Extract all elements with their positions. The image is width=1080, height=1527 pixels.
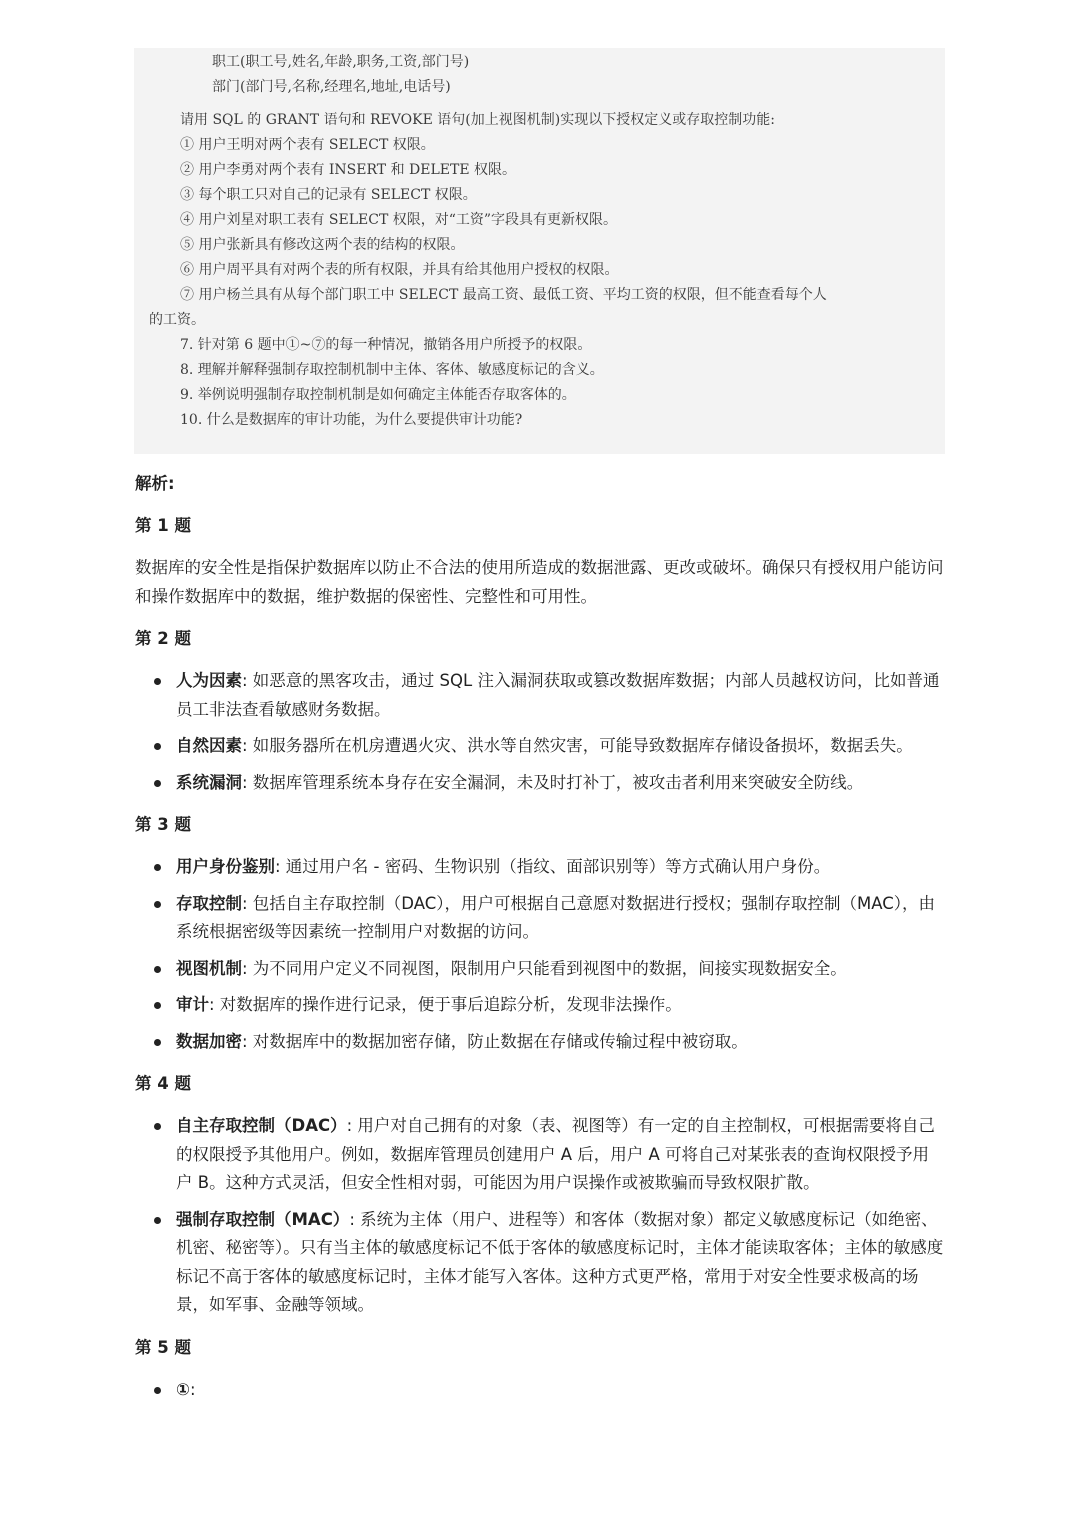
bullet-icon: [154, 1217, 161, 1224]
bullet-icon: [154, 966, 161, 973]
q5-heading: 第 5 题: [135, 1337, 191, 1357]
scan-line: 职工(职工号,姓名,年龄,职务,工资,部门号): [212, 54, 470, 70]
item-text: : 如服务器所在机房遭遇火灾、洪水等自然灾害，可能导致数据库存储设备损坏，数据丢失。: [242, 736, 913, 755]
item-term: 强制存取控制（MAC）: [176, 1209, 350, 1229]
list-item: [135, 1376, 945, 1405]
bullet-icon: [154, 1123, 161, 1130]
q1-heading: 第 1 题: [135, 516, 191, 535]
item-term: 审计: [176, 995, 209, 1014]
item-text: : 通过用户名 - 密码、生物识别（指纹、面部识别等）等方式确认用户身份。: [275, 857, 831, 876]
item-text: : 用户对自己拥有的对象（表、视图等）有一定的自主控制权，可根据需要将自己的权限授予其他用户。例如，数据库管理员创建用户 A 后，用户 A 可将自己对某张表的查询权限授予用户 B。这种方式灵活，但安全性相对弱，可能因为用户误操作或被欺骗而导致权限扩散。: [176, 1116, 935, 1192]
bullet-icon: [154, 901, 161, 908]
analysis-title: 解析:: [135, 474, 175, 493]
q5-list: [135, 1376, 945, 1405]
scan-line: ② 用户李勇对两个表有 INSERT 和 DELETE 权限。: [180, 162, 516, 178]
item-text: : 系统为主体（用户、进程等）和客体（数据对象）都定义敏感度标记（如绝密、机密、秘密等）。只有当主体的敏感度标记不低于客体的敏感度标记时，主体才能读取客体；主体的敏感度标记不高于客体的敏感度标记时，主体才能写入客体。这种方式更严格，常用于对安全性要求极高的场景，如军事、金融等领域。: [176, 1209, 944, 1314]
scan-line: 部门(部门号,名称,经理名,地址,电话号): [212, 79, 451, 95]
scan-line: ④ 用户刘星对职工表有 SELECT 权限，对“工资”字段具有更新权限。: [180, 212, 618, 228]
scan-line: 的工资。: [149, 312, 205, 328]
bullet-icon: [154, 1002, 161, 1009]
bullet-icon: [154, 780, 161, 787]
q1-text: 数据库的安全性是指保护数据库以防止不合法的使用所造成的数据泄露、更改或破坏。确保只有授权用户能访问和操作数据库中的数据，维护数据的保密性、完整性和可用性。: [135, 558, 944, 606]
item-text: : 对数据库中的数据加密存储，防止数据在存储或传输过程中被窃取。: [242, 1031, 748, 1051]
list-item: [135, 890, 945, 947]
item-text: : 包括自主存取控制（DAC），用户可根据自己意愿对数据进行授权；强制存取控制（MAC），由系统根据密级等因素统一控制用户对数据的访问。: [176, 893, 935, 941]
bullet-icon: [154, 678, 161, 685]
item-term: 存取控制: [176, 893, 242, 913]
list-item: [135, 955, 945, 984]
list-item: [135, 1028, 945, 1057]
list-item: [135, 991, 945, 1020]
item-term: 数据加密: [176, 1031, 242, 1051]
item-text: :: [189, 1379, 196, 1399]
item-term: 自主存取控制（DAC）: [176, 1116, 347, 1135]
item-term: 视图机制: [176, 958, 242, 978]
scan-line: ⑥ 用户周平具有对两个表的所有权限，并具有给其他用户授权的权限。: [180, 262, 619, 278]
list-item: [135, 1206, 945, 1320]
scan-line: 10. 什么是数据库的审计功能，为什么要提供审计功能?: [180, 412, 523, 428]
item-text: : 如恶意的黑客攻击，通过 SQL 注入漏洞获取或篡改数据库数据；内部人员越权访问，比如普通员工非法查看敏感财务数据。: [176, 671, 940, 719]
scan-line: ③ 每个职工只对自己的记录有 SELECT 权限。: [180, 187, 477, 203]
list-item: [135, 853, 945, 882]
q2-list: [135, 667, 945, 797]
q2-heading: 第 2 题: [135, 629, 191, 648]
scan-line: 7. 针对第 6 题中①~⑦的每一种情况，撤销各用户所授予的权限。: [180, 337, 592, 353]
bullet-icon: [154, 864, 161, 871]
q4-heading: 第 4 题: [135, 1074, 191, 1093]
item-text: : 对数据库的操作进行记录，便于事后追踪分析，发现非法操作。: [209, 995, 682, 1014]
item-term: ①: [176, 1379, 190, 1399]
q4-list: [135, 1112, 945, 1320]
item-term: 自然因素: [176, 736, 242, 755]
list-item: [135, 732, 945, 761]
scan-line: 请用 SQL 的 GRANT 语句和 REVOKE 语句(加上视图机制)实现以下授权定义或存取控制功能:: [180, 112, 775, 128]
item-term: 用户身份鉴别: [176, 857, 275, 876]
scan-line: 9. 举例说明强制存取控制机制是如何确定主体能否存取客体的。: [180, 387, 576, 403]
bullet-icon: [154, 743, 161, 750]
q3-list: [135, 853, 945, 1056]
item-term: 人为因素: [176, 671, 242, 690]
bullet-icon: [154, 1387, 161, 1394]
list-item: [135, 667, 945, 724]
analysis-section: [135, 470, 945, 1404]
item-text: : 为不同用户定义不同视图，限制用户只能看到视图中的数据，间接实现数据安全。: [242, 958, 847, 978]
scan-line: ⑤ 用户张新具有修改这两个表的结构的权限。: [180, 237, 465, 253]
item-text: : 数据库管理系统本身存在安全漏洞，未及时打补丁，被攻击者利用来突破安全防线。: [242, 772, 864, 792]
q3-heading: 第 3 题: [135, 815, 191, 834]
scan-line: ⑦ 用户杨兰具有从每个部门职工中 SELECT 最高工资、最低工资、平均工资的权限，但不能查看每个人: [180, 287, 827, 303]
scanned-question-image: [134, 48, 945, 454]
scan-line: 8. 理解并解释强制存取控制机制中主体、客体、敏感度标记的含义。: [180, 362, 604, 378]
item-term: 系统漏洞: [176, 772, 242, 792]
list-item: [135, 1112, 945, 1198]
scan-line: ① 用户王明对两个表有 SELECT 权限。: [180, 137, 435, 153]
bullet-icon: [154, 1039, 161, 1046]
list-item: [135, 769, 945, 798]
